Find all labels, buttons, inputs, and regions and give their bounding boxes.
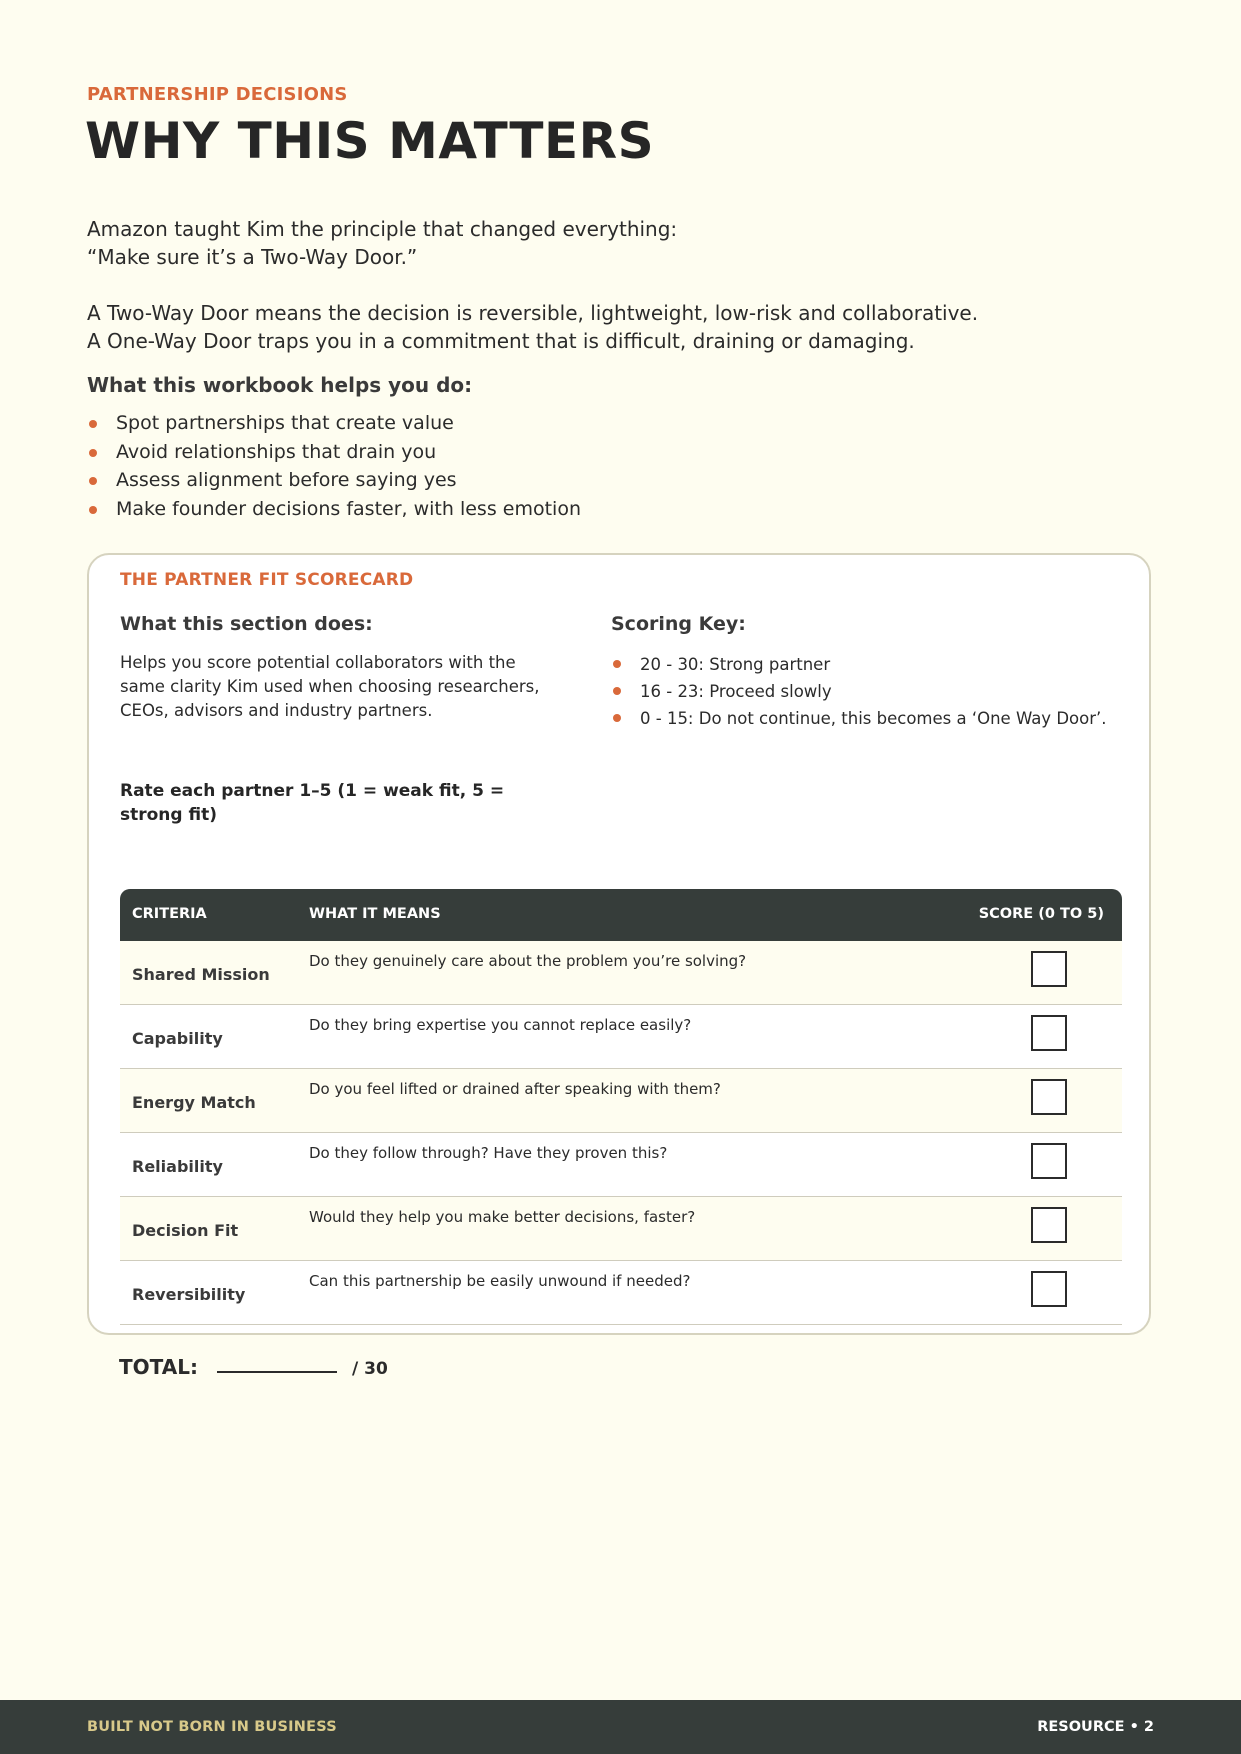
score-input-box[interactable] [1031,1271,1067,1307]
table-row [120,1197,1122,1261]
total-label: TOTAL: [119,1355,198,1379]
scoring-key-heading: Scoring Key: [611,613,746,635]
score-input-box[interactable] [1031,1015,1067,1051]
footer-bar [0,1700,1241,1754]
row-description: Do you feel lifted or drained after speaking with them? [309,1080,721,1098]
score-input-box[interactable] [1031,1207,1067,1243]
total-max: / 30 [352,1359,388,1379]
page-title: WHY THIS MATTERS [85,112,655,170]
total-blank-line[interactable] [217,1371,337,1373]
list-item: Avoid relationships that drain you [87,438,581,467]
scorecard-title: THE PARTNER FIT SCORECARD [120,570,414,590]
intro-line: A Two-Way Door means the decision is reversible, lightweight, low-risk and collaborative. [87,301,979,325]
scorecard-table [120,889,1122,1325]
table-row [120,1133,1122,1197]
intro-line: A One-Way Door traps you in a commitment that is difficult, draining or damaging. [87,329,915,353]
row-criteria: Decision Fit [132,1221,239,1240]
table-row [120,1261,1122,1325]
intro-text [87,215,1167,355]
rating-instruction: Rate each partner 1–5 (1 = weak fit, 5 = strong fit) [120,781,505,825]
scoring-key-list [611,651,1107,732]
row-description: Do they bring expertise you cannot replace easily? [309,1016,692,1034]
list-item: Spot partnerships that create value [87,409,581,438]
row-description: Would they help you make better decisions, faster? [309,1208,696,1226]
helps-list [87,409,581,523]
row-description: Do they genuinely care about the problem you’re solving? [309,952,747,970]
intro-line: Amazon taught Kim the principle that changed everything: [87,217,678,241]
section-eyebrow: PARTNERSHIP DECISIONS [87,84,348,105]
row-criteria: Capability [132,1029,223,1048]
helps-heading: What this workbook helps you do: [87,373,473,397]
intro-quote: “Make sure it’s a Two-Way Door.” [87,245,418,269]
score-input-box[interactable] [1031,951,1067,987]
row-criteria: Reliability [132,1157,223,1176]
column-header-means: WHAT IT MEANS [309,906,441,922]
scoring-key-item: 20 - 30: Strong partner [611,651,1107,678]
list-item: Make founder decisions faster, with less emotion [87,495,581,524]
list-item: Assess alignment before saying yes [87,466,581,495]
table-row [120,1069,1122,1133]
column-header-score: SCORE (0 TO 5) [978,906,1104,922]
section-heading: What this section does: [120,613,373,635]
footer-brand: BUILT NOT BORN IN BUSINESS [87,1719,337,1735]
row-criteria: Shared Mission [132,965,270,984]
scoring-key-item: 16 - 23: Proceed slowly [611,678,1107,705]
column-header-criteria: CRITERIA [132,906,207,922]
table-row [120,941,1122,1005]
row-description: Do they follow through? Have they proven this? [309,1144,668,1162]
table-row [120,1005,1122,1069]
scorecard-card [87,553,1151,1335]
row-criteria: Reversibility [132,1285,246,1304]
row-criteria: Energy Match [132,1093,256,1112]
footer-page-label: RESOURCE • 2 [1037,1719,1154,1735]
score-input-box[interactable] [1031,1079,1067,1115]
scoring-key-item: 0 - 15: Do not continue, this becomes a ‘One Way Door’. [611,705,1107,732]
row-description: Can this partnership be easily unwound if needed? [309,1272,691,1290]
section-body: Helps you score potential collaborators with the same clarity Kim used when choosing researchers, CEOs, advisors and industry partners. [120,653,540,720]
table-header [120,889,1122,941]
score-input-box[interactable] [1031,1143,1067,1179]
